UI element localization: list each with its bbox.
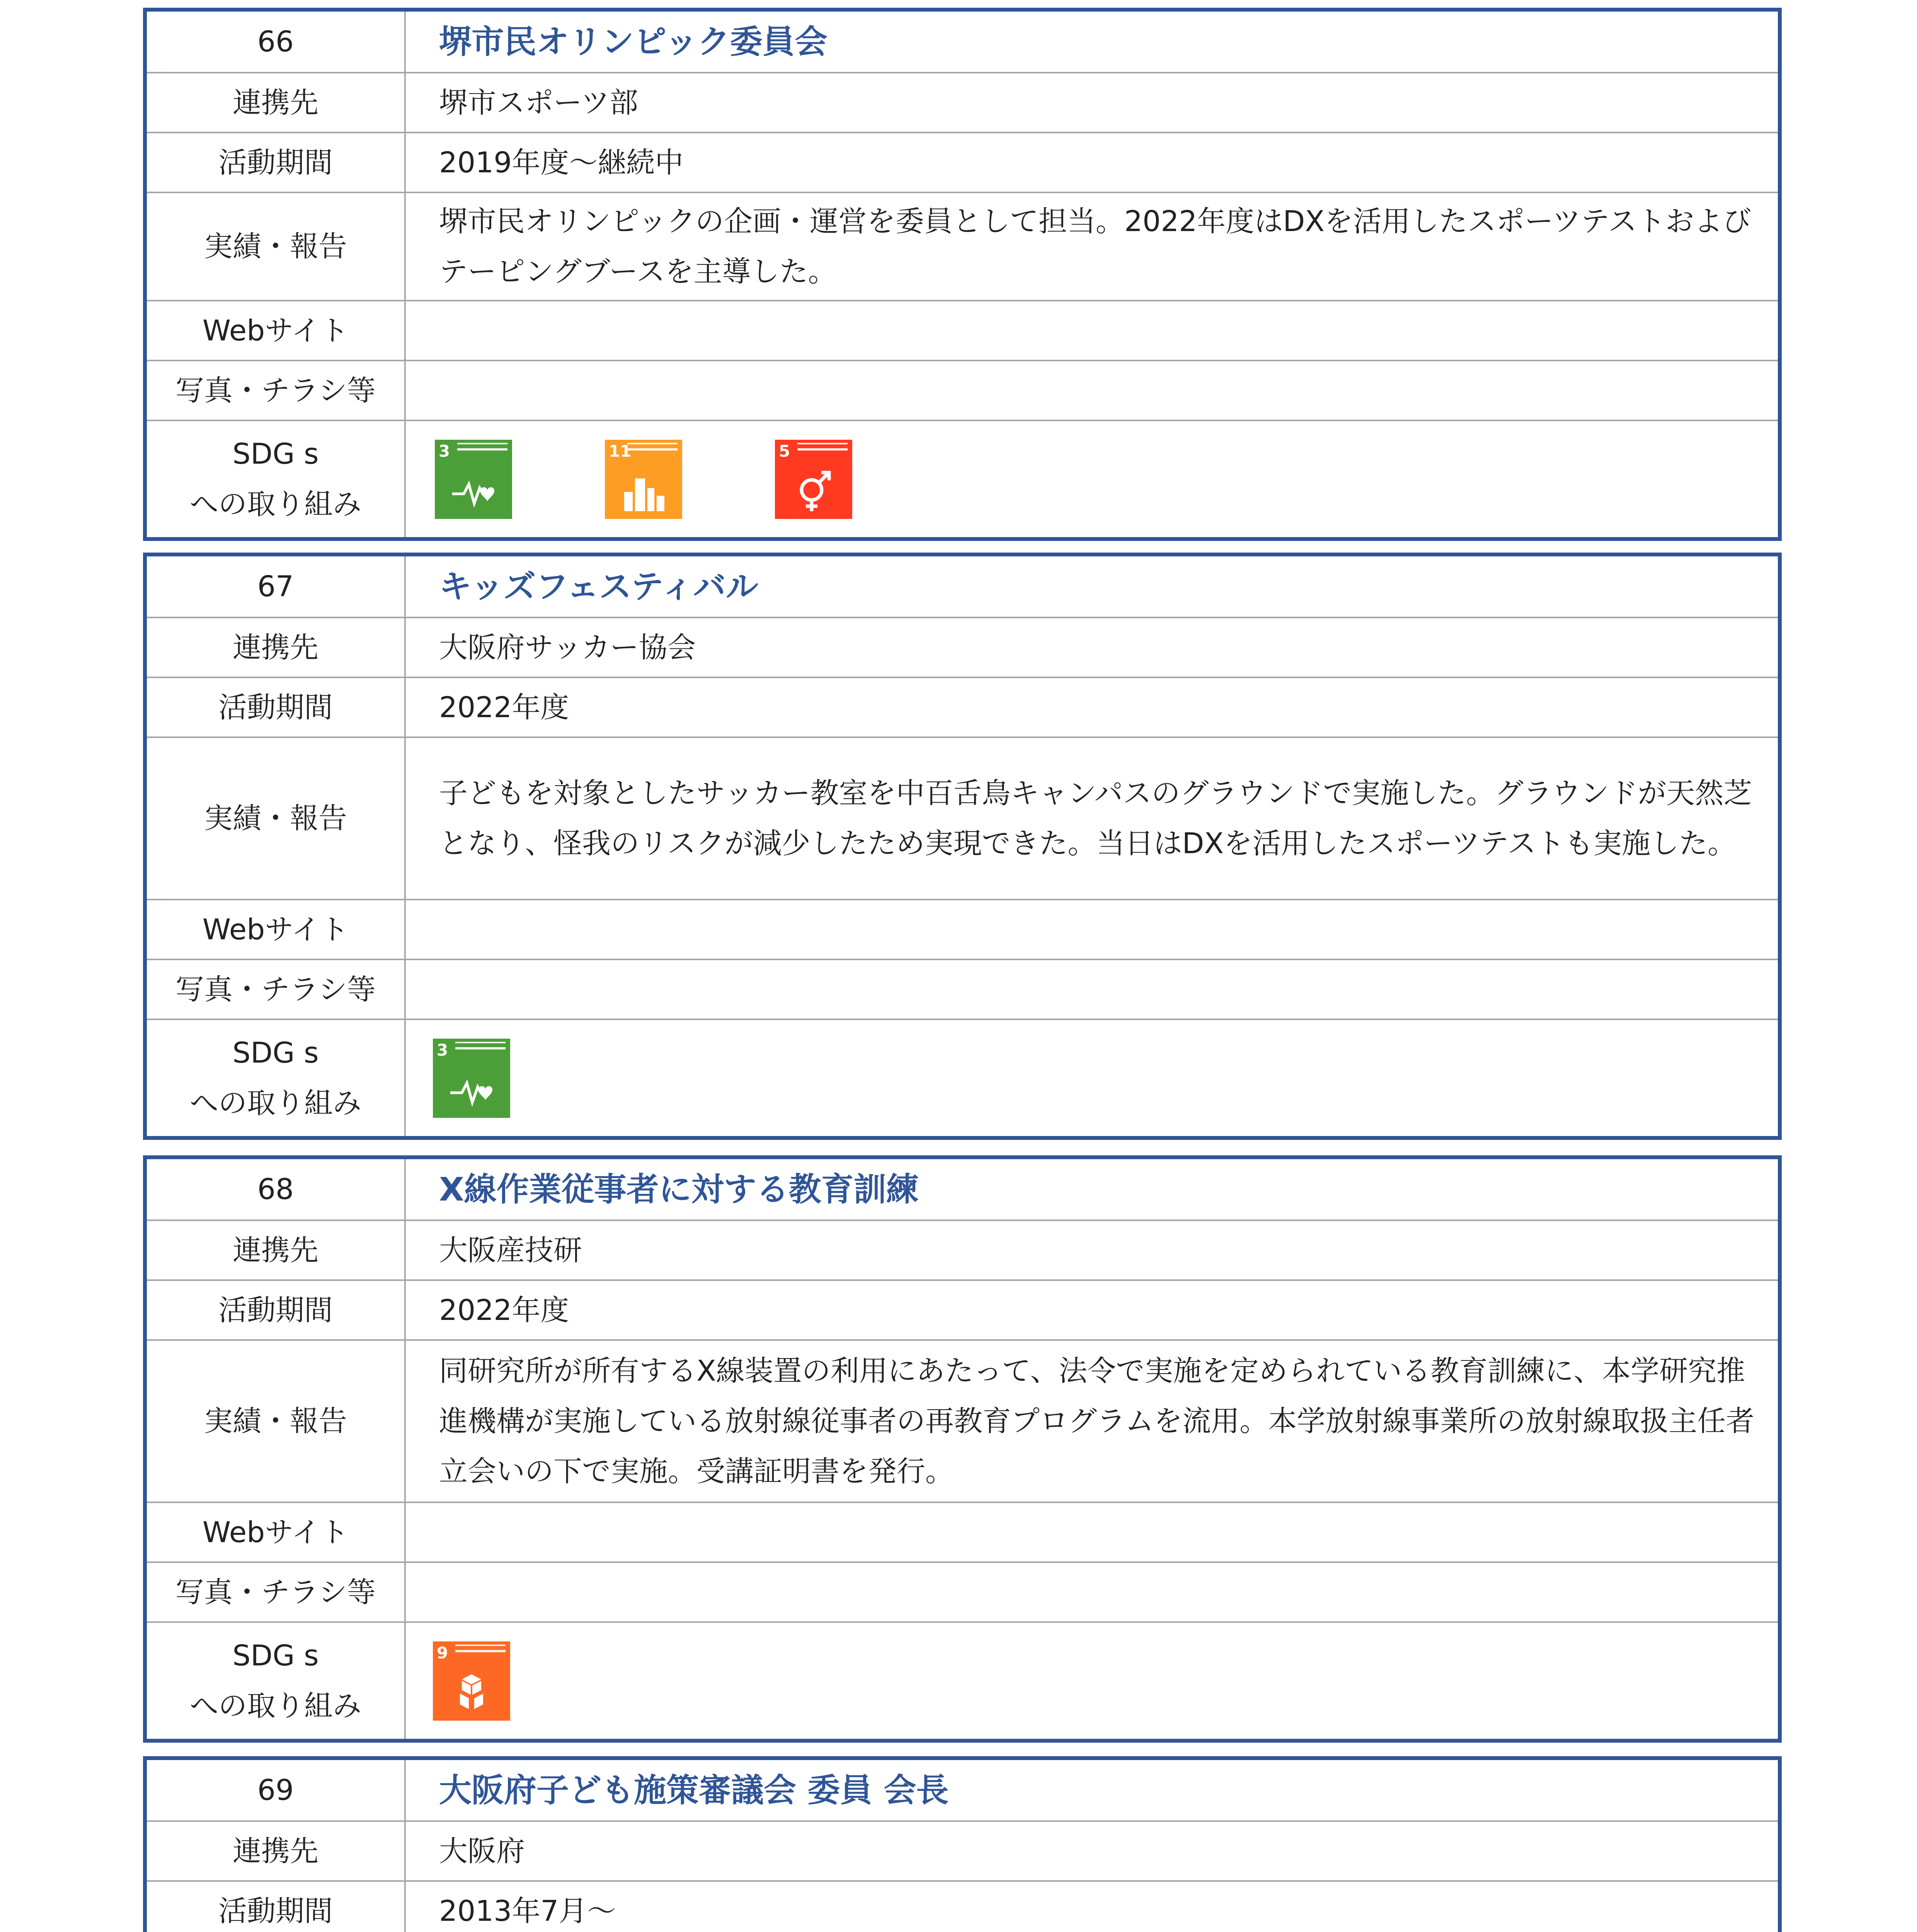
partner-row [147,73,1778,133]
photos-row [147,361,1778,421]
report-row [147,193,1778,301]
partner-value: 堺市スポーツ部 [439,86,638,119]
partner-row [147,1822,1778,1882]
period-value: 2022年度 [439,1293,569,1327]
sdgs-icons [406,1623,1778,1739]
sdgs-label [147,1623,406,1739]
sdg-goal-11-icon [605,440,682,519]
entry-number: 66 [147,12,406,72]
entry-card-66 [143,8,1782,541]
partner-label: 連携先 [147,1822,406,1880]
partner-value: 大阪府 [439,1834,525,1868]
entry-card-68 [143,1155,1782,1743]
period-label: 活動期間 [147,1281,406,1339]
sdgs-row [147,1623,1778,1739]
report-value: 同研究所が所有するX線装置の利用にあたって、法令で実施を定められている教育訓練に、本学研究推進機構が実施している放射線従事者の再教育プログラムを流用。本学放射線事業所の放射線取扱主任者立会いの下で実施。受講証明書を発行。 [439,1354,1755,1488]
sdg-goal-number: 9 [437,1643,448,1662]
sdgs-label-line2: への取り組み [190,1087,361,1120]
cubes-icon [448,1672,495,1715]
gender-icon [790,471,837,513]
entry-title: 大阪府子ども施策審議会 委員 会長 [439,1771,949,1809]
photos-value [406,1563,1778,1621]
website-value [406,1503,1778,1561]
sdgs-label-line1: SDG s [232,1639,319,1672]
sdg-goal-3-icon [435,440,512,519]
sdgs-row [147,1020,1778,1136]
sdg-goal-9-icon [433,1641,510,1721]
entry-title: 堺市民オリンピック委員会 [439,23,827,61]
photos-label: 写真・チラシ等 [147,361,406,420]
sdgs-label [147,1020,406,1136]
report-row [147,738,1778,900]
period-row [147,1882,1778,1932]
photos-row [147,960,1778,1020]
sdgs-label-line1: SDG s [232,437,319,471]
period-label: 活動期間 [147,678,406,736]
photos-label: 写真・チラシ等 [147,1563,406,1621]
report-label: 実績・報告 [147,1341,406,1502]
entry-card-69 [143,1756,1782,1932]
website-value [406,301,1778,360]
sdgs-row [147,421,1778,537]
header-row [147,1760,1778,1822]
entry-number: 67 [147,556,406,617]
period-value: 2022年度 [439,690,569,724]
sdg-goal-5-icon [775,440,852,519]
report-value: 堺市民オリンピックの企画・運営を委員として担当。2022年度はDXを活用したスポーツテストおよびテーピングブースを主導した。 [439,205,1752,288]
city-icon [620,471,667,513]
partner-label: 連携先 [147,618,406,677]
sdgs-icons [406,1020,1778,1136]
website-label: Webサイト [147,301,406,360]
website-row [147,301,1778,361]
header-row [147,556,1778,618]
sdg-goal-number: 3 [437,1040,448,1060]
period-value: 2013年7月～ [439,1894,616,1928]
report-row [147,1341,1778,1503]
partner-value: 大阪府サッカー協会 [439,631,696,664]
website-label: Webサイト [147,1503,406,1561]
partner-row [147,618,1778,678]
entry-title: キッズフェスティバル [439,568,758,605]
entry-number: 69 [147,1760,406,1820]
sdgs-icons [406,421,1778,537]
partner-value: 大阪産技研 [439,1233,582,1267]
photos-row [147,1563,1778,1623]
sdgs-label-line1: SDG s [232,1036,319,1070]
partner-label: 連携先 [147,1221,406,1279]
heartbeat-icon [448,1070,495,1112]
sdgs-label-line2: への取り組み [190,488,361,521]
sdgs-label-line2: への取り組み [190,1689,361,1723]
report-value: 子どもを対象としたサッカー教室を中百舌鳥キャンパスのグラウンドで実施した。グラウンドが天然芝となり、怪我のリスクが減少したため実現できた。当日はDXを活用したスポーツテストも実施した。 [439,777,1752,860]
website-row [147,1503,1778,1563]
report-label: 実績・報告 [147,193,406,300]
photos-value [406,960,1778,1019]
website-label: Webサイト [147,900,406,959]
sdg-goal-number: 5 [779,441,790,461]
photos-label: 写真・チラシ等 [147,960,406,1019]
partner-row [147,1221,1778,1281]
website-row [147,900,1778,960]
photos-value [406,361,1778,420]
period-value: 2019年度～継続中 [439,146,684,179]
sdgs-label [147,421,406,537]
header-row [147,12,1778,73]
report-label: 実績・報告 [147,738,406,899]
period-row [147,678,1778,738]
heartbeat-icon [450,471,497,513]
period-label: 活動期間 [147,1882,406,1932]
entry-number: 68 [147,1159,406,1219]
entry-title: X線作業従事者に対する教育訓練 [439,1170,919,1208]
period-label: 活動期間 [147,133,406,192]
period-row [147,1281,1778,1341]
partner-label: 連携先 [147,73,406,132]
sdg-goal-3-icon [433,1039,510,1118]
period-row [147,133,1778,193]
entry-card-67 [143,553,1782,1140]
website-value [406,900,1778,959]
sdg-goal-number: 11 [609,441,632,461]
sdg-goal-number: 3 [439,441,450,461]
header-row [147,1159,1778,1221]
